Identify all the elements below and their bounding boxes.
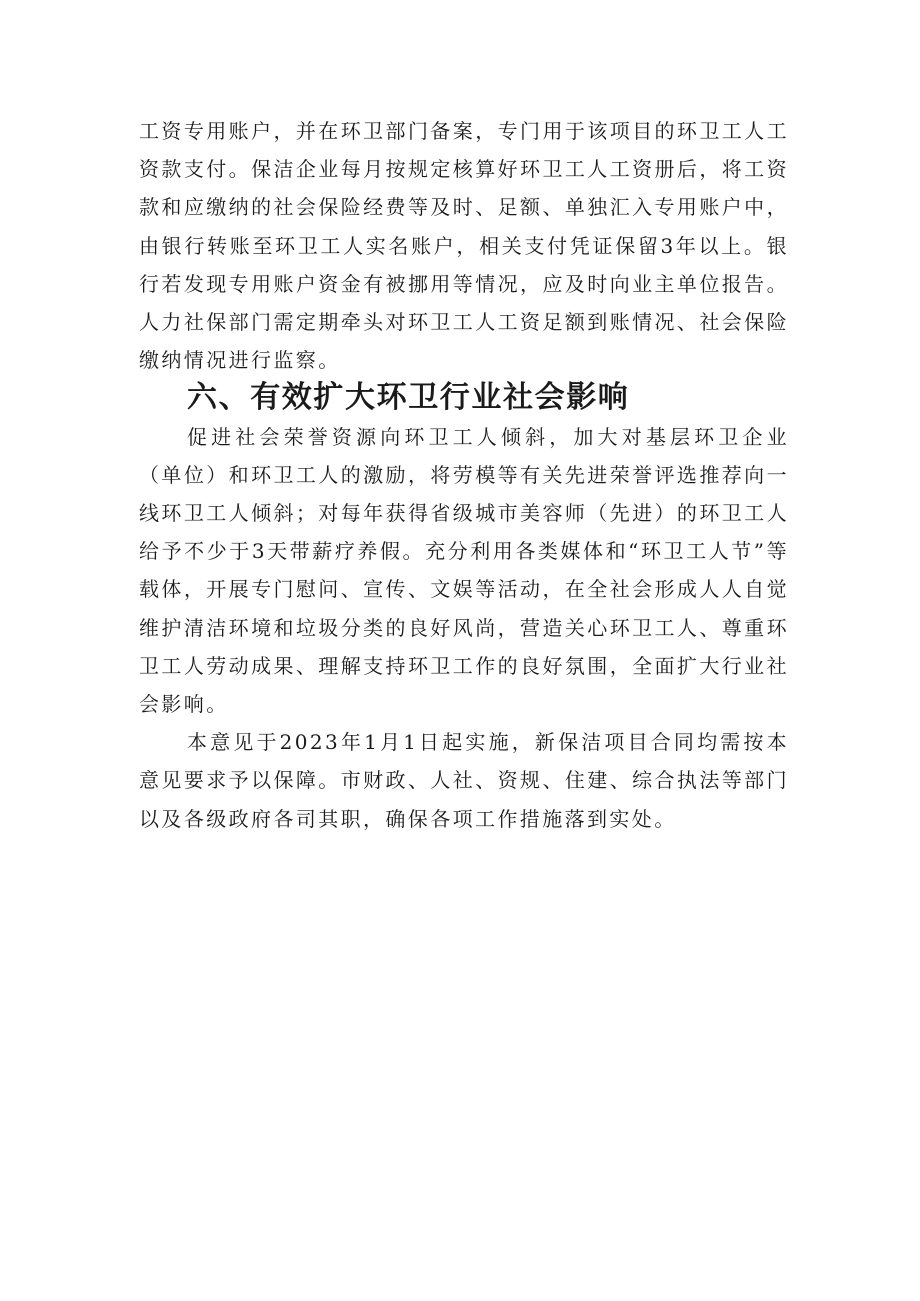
paragraph-social-influence: 促进社会荣誉资源向环卫工人倾斜，加大对基层环卫企业（单位）和环卫工人的激励，将劳模等有关先进荣誉评选推荐向一线环卫工人倾斜；对每年获得省级城市美容师（先进）的环卫工人给予不少于3天带薪疗养假。充分利用各类媒体和“环卫工人节”等载体，开展专门慰问、宣传、文娱等活动，在全社会形成人人自觉维护清洁环境和垃圾分类的良好风尚，营造关心环卫工人、尊重环卫工人劳动成果、理解支持环卫工作的良好氛围，全面扩大行业社会影响。 [139, 424, 789, 717]
paragraph-wage-account: 工资专用账户，并在环卫部门备案，专门用于该项目的环卫工人工资款支付。保洁企业每月按规定核算好环卫工人工资册后，将工资款和应缴纳的社会保险经费等及时、足额、单独汇入专用账户中，由银行转账至环卫工人实名账户，相关支付凭证保留3年以上。银行若发现专用账户资金有被挪用等情况，应及时向业主单位报告。人力社保部门需定期牵头对环卫工人工资足额到账情况、社会保险缴纳情况进行监察。 [139, 119, 789, 373]
section-heading-six: 六、有效扩大环卫行业社会影响 [187, 380, 630, 416]
document-page [139, 112, 789, 838]
paragraph-implementation: 本意见于2023年1月1日起实施，新保洁项目合同均需按本意见要求予以保障。市财政、人社、资规、住建、综合执法等部门以及各级政府各司其职，确保各项工作措施落到实处。 [139, 730, 789, 831]
